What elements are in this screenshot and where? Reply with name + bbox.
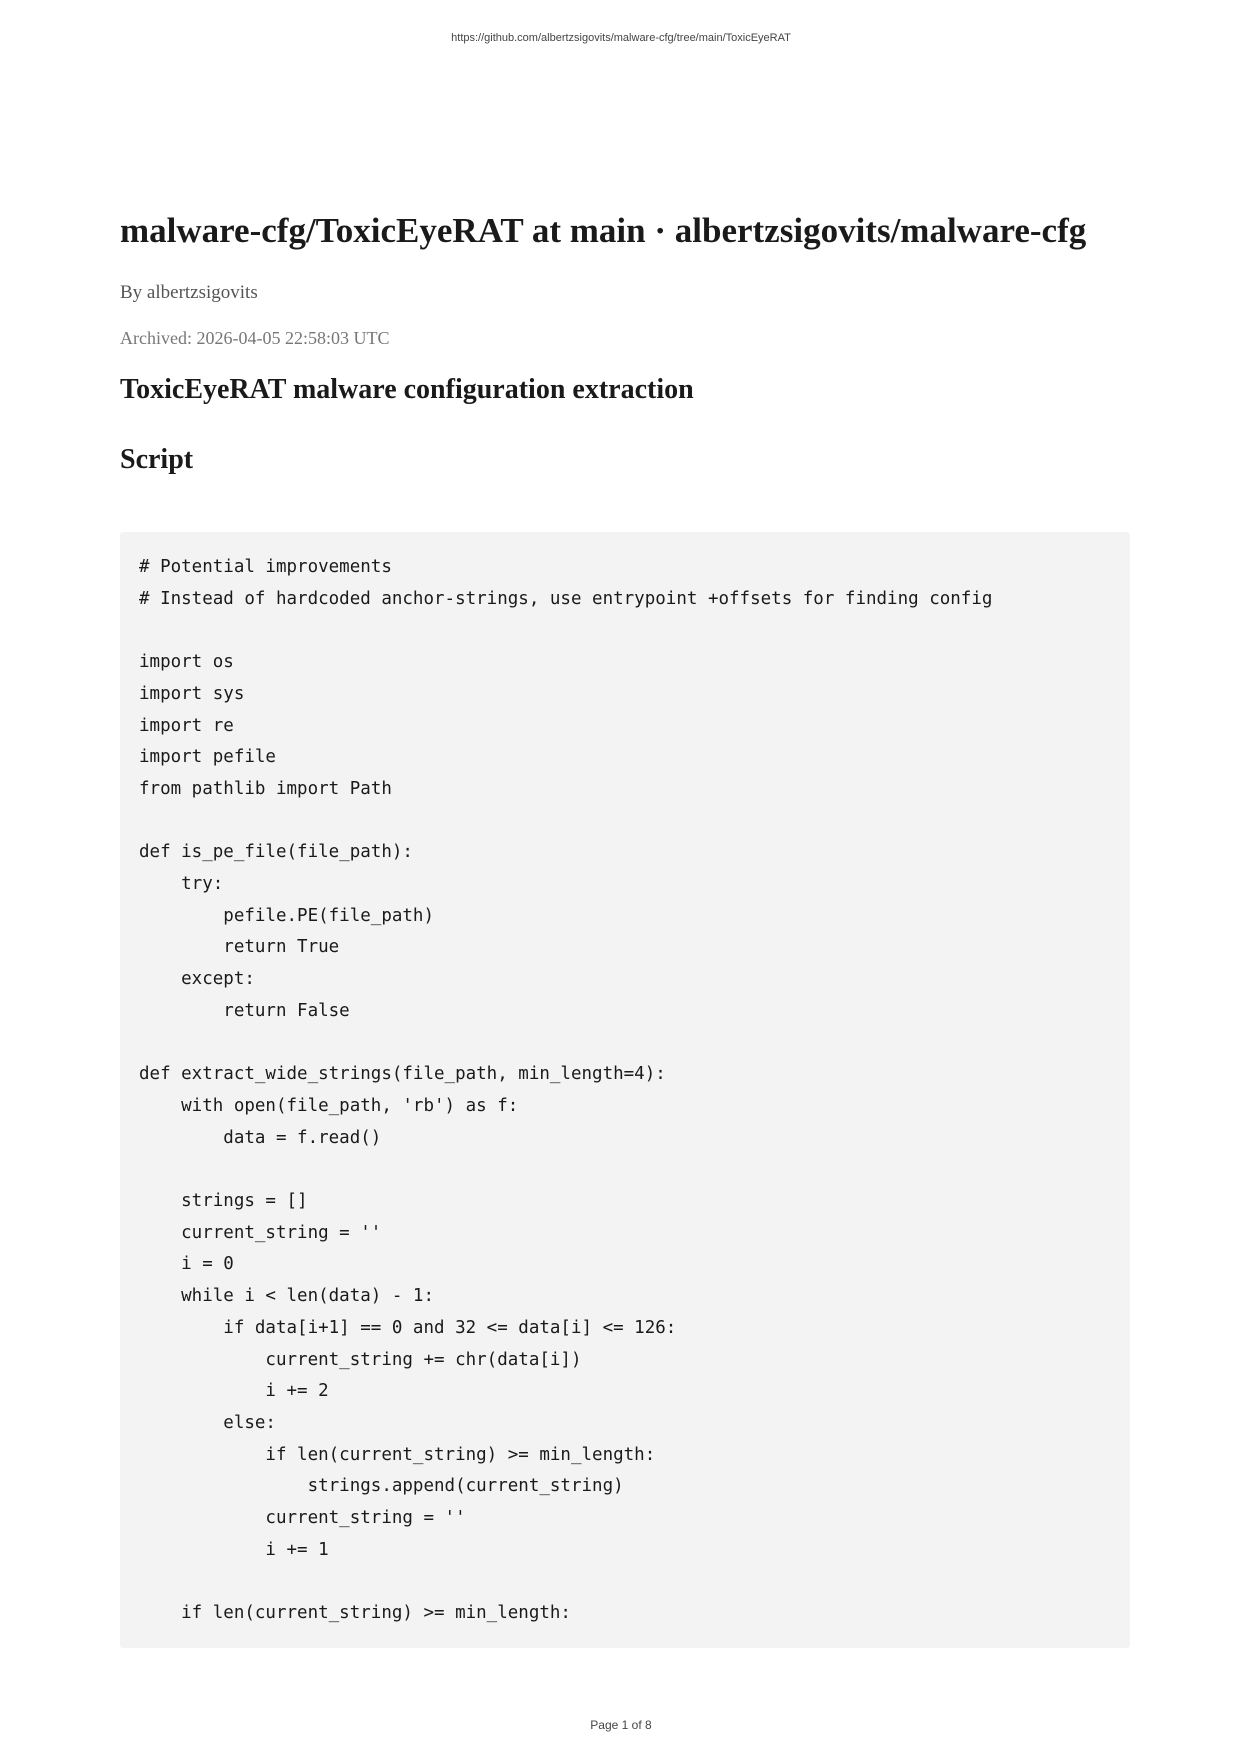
page-url-header: https://github.com/albertzsigovits/malware-cfg/tree/main/ToxicEyeRAT — [451, 32, 791, 44]
code-block — [120, 532, 1130, 1648]
article-content — [120, 210, 1130, 477]
page-title: malware-cfg/ToxicEyeRAT at main · albertzsigovits/malware-cfg — [120, 211, 1087, 250]
page-number: Page 1 of 8 — [590, 1718, 652, 1732]
script-heading: Script — [120, 444, 194, 475]
archived-timestamp: Archived: 2026-04-05 22:58:03 UTC — [120, 328, 390, 348]
code-text: # Potential improvements # Instead of hardcoded anchor-strings, use entrypoint +offsets for finding config import os import sys import re import pefile from pathlib import Path def is_pe_file(file_path): try: pefile.PE(file_path) return True except: return False def extract_wide_strings(file_path, min_length=4): with open(file_path, 'rb') as f: data = f.read() strings = [] current_string = '' i = 0 while i < len(data) - 1: if data[i+1] == 0 and 32 <= data[i] <= 126: current_string += chr(data[i]) i += 2 else: if len(current_string) >= min_length: strings.append(current_string) current_string = '' i += 1 if len(current_string) >= min_length: — [139, 557, 993, 1624]
section-heading: ToxicEyeRAT malware configuration extraction — [120, 374, 694, 405]
author-byline: By albertzsigovits — [120, 282, 258, 303]
